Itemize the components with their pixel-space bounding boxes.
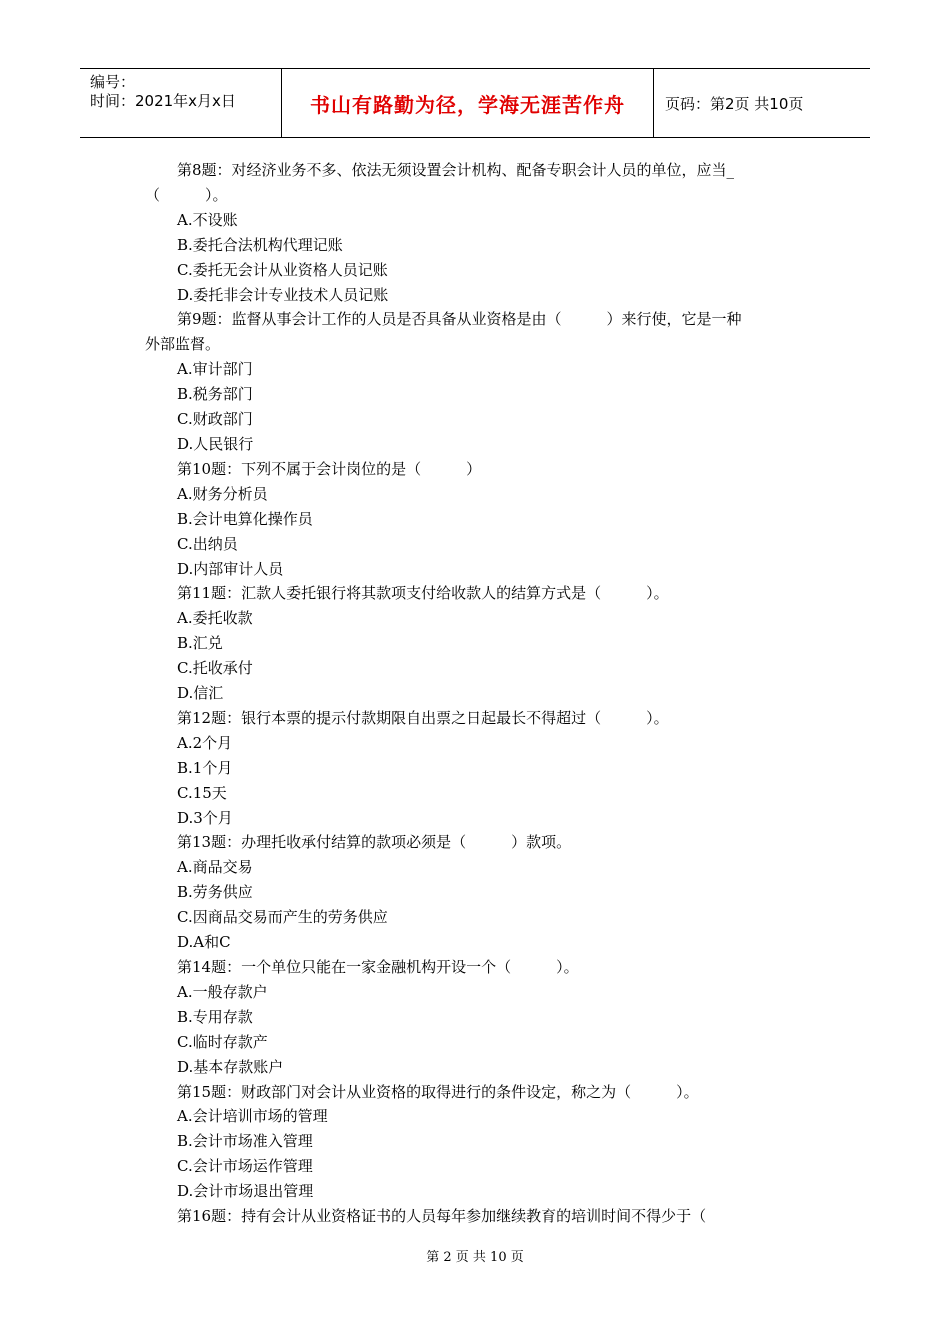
answer-option: A.2个月 — [177, 733, 233, 752]
answer-option: B.会计市场准入管理 — [177, 1132, 313, 1151]
date-line: 时间：2021年x月x日 — [90, 92, 236, 110]
answer-option: B.税务部门 — [177, 385, 253, 404]
answer-option: A.财务分析员 — [177, 484, 268, 503]
answer-option: A.委托收款 — [177, 609, 253, 628]
header-motto: 书山有路勤为径，学海无涯苦作舟 — [282, 69, 654, 137]
question-text: 第15题：财政部门对会计从业资格的取得进行的条件设定，称之为（ ）。 — [177, 1082, 699, 1101]
question-text: 第11题：汇款人委托银行将其款项支付给收款人的结算方式是（ ）。 — [177, 584, 669, 603]
question-text: 第14题：一个单位只能在一家金融机构开设一个（ ）。 — [177, 958, 579, 976]
answer-option: D.内部审计人员 — [177, 559, 284, 578]
header-meta — [80, 69, 282, 137]
answer-option: C.会计市场运作管理 — [177, 1157, 313, 1176]
answer-option: B.汇兑 — [177, 634, 223, 653]
answer-option: B.会计电算化操作员 — [177, 509, 313, 528]
question-text: 第8题：对经济业务不多、依法无须设置会计机构、配备专职会计人员的单位，应当_ — [177, 161, 735, 179]
answer-option: C.出纳员 — [177, 534, 238, 553]
answer-option: B.劳务供应 — [177, 883, 253, 902]
answer-option: D.3个月 — [177, 808, 233, 827]
answer-option: B.专用存款 — [177, 1007, 253, 1026]
answer-option: A.审计部门 — [177, 360, 253, 379]
answer-option: D.会计市场退出管理 — [177, 1182, 314, 1201]
answer-option: D.人民银行 — [177, 434, 254, 453]
header-page-info: 页码：第2页 共10页 — [665, 94, 804, 113]
answer-option: D.基本存款账户 — [177, 1057, 284, 1076]
answer-option: C.财政部门 — [177, 410, 253, 429]
question-text: 第10题：下列不属于会计岗位的是（ ） — [177, 459, 482, 478]
answer-option: A.不设账 — [177, 210, 238, 229]
answer-option: A.一般存款户 — [177, 982, 268, 1001]
answer-option: C.临时存款产 — [177, 1032, 268, 1051]
answer-option: C.15天 — [177, 783, 227, 802]
answer-option: B.1个月 — [177, 758, 233, 777]
page-header — [80, 68, 870, 138]
answer-option: C.托收承付 — [177, 659, 253, 678]
answer-option: C.因商品交易而产生的劳务供应 — [177, 908, 388, 927]
question-list — [145, 158, 813, 1229]
question-text: 第12题：银行本票的提示付款期限自出票之日起最长不得超过（ ）。 — [177, 708, 669, 727]
answer-option: A.会计培训市场的管理 — [177, 1107, 328, 1126]
answer-option: D.信汇 — [177, 684, 224, 703]
serial-label: 编号： — [90, 73, 136, 91]
page-footer: 第 2 页 共 10 页 — [426, 1250, 524, 1265]
answer-option: C.委托无会计从业资格人员记账 — [177, 260, 388, 279]
question-text-continued: 外部监督。 — [145, 335, 221, 354]
question-text: 第16题：持有会计从业资格证书的人员每年参加继续教育的培训时间不得少于（ — [177, 1207, 707, 1226]
answer-option: A.商品交易 — [177, 858, 253, 877]
question-text: 第9题：监督从事会计工作的人员是否具备从业资格是由（ ）来行使，它是一种 — [177, 310, 742, 329]
question-text-continued: （ ）。 — [145, 185, 228, 204]
answer-option: D.委托非会计专业技术人员记账 — [177, 285, 389, 304]
question-text: 第13题：办理托收承付结算的款项必须是（ ）款项。 — [177, 833, 572, 852]
answer-option: B.委托合法机构代理记账 — [177, 235, 343, 254]
answer-option: D.A和C — [177, 933, 231, 952]
